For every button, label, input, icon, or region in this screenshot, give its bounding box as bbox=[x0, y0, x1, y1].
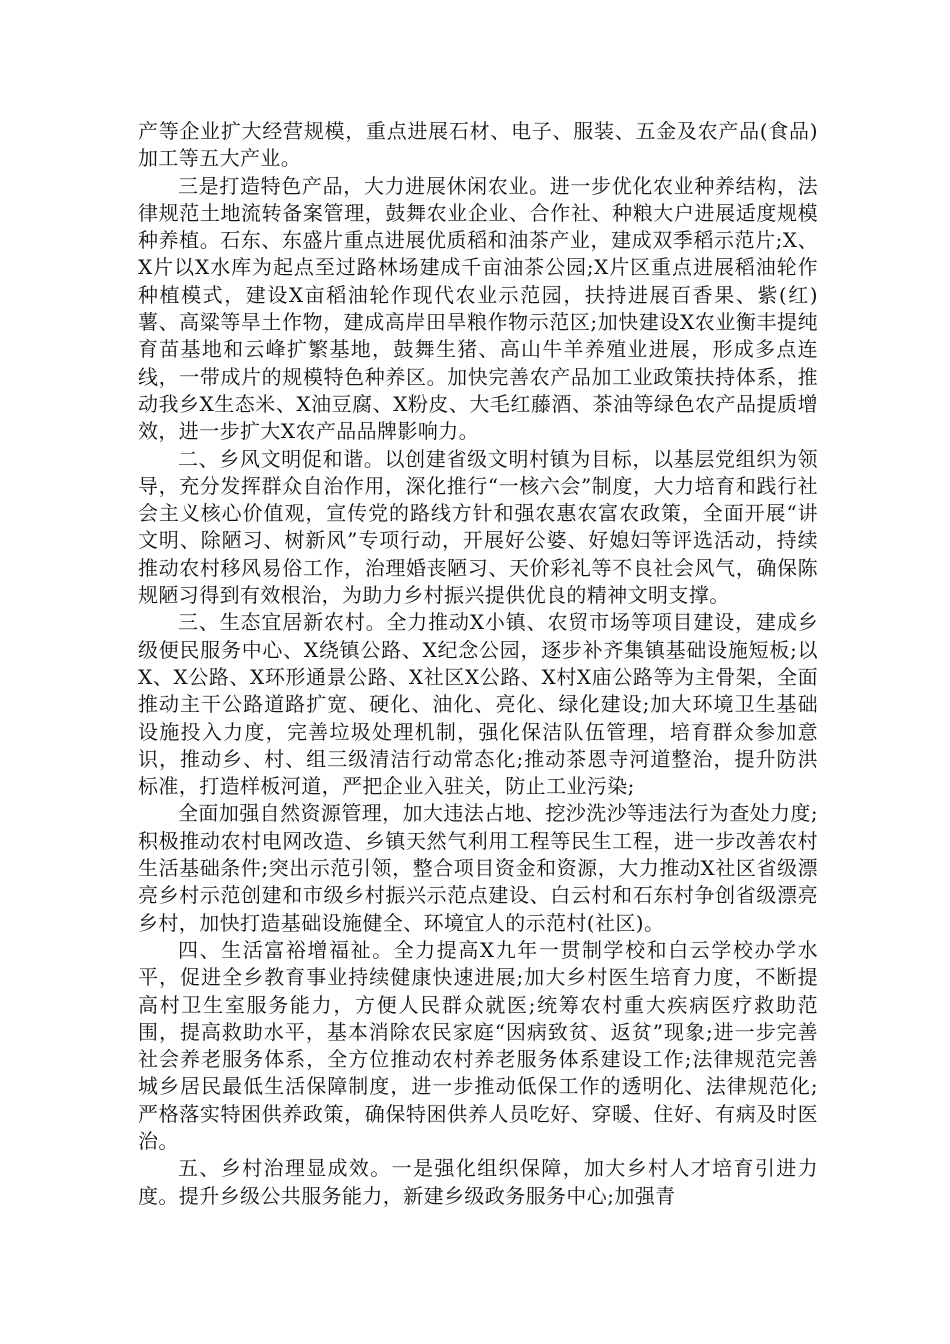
document-body bbox=[138, 118, 818, 1210]
paragraph-continuation: 产等企业扩大经营规模，重点进展石材、电子、服装、五金及农产品(食品)加工等五大产业。 bbox=[138, 119, 818, 171]
paragraph-natural-resources: 全面加强自然资源管理，加大违法占地、挖沙洗沙等违法行为查处力度;积极推动农村电网改造、乡镇天然气利用工程等民生工程，进一步改善农村生活基础条件;突出示范引领，整合项目资金和资源，大力推动X社区省级漂亮乡村示范创建和市级乡村振兴示范点建设、白云村和石东村争创省级漂亮乡村，加快打造基础设施健全、环境宜人的示范村(社区)。 bbox=[138, 801, 818, 935]
paragraph-civilization: 二、乡风文明促和谐。以创建省级文明村镇为目标，以基层党组织为领导，充分发挥群众自治作用，深化推行“一核六会”制度，大力培育和践行社会主义核心价值观，宣传党的路线方针和强农惠农富农政策，全面开展“讲文明、除陋习、树新风”专项行动，开展好公婆、好媳妇等评选活动，持续推动农村移风易俗工作，治理婚丧陋习、天价彩礼等不良社会风气，确保陈规陋习得到有效根治，为助力乡村振兴提供优良的精神文明支撑。 bbox=[138, 446, 818, 608]
paragraph-prosperous-life: 四、生活富裕增福祉。全力提高X九年一贯制学校和白云学校办学水平，促进全乡教育事业持续健康快速进展;加大乡村医生培育力度，不断提高村卫生室服务能力，方便人民群众就医;统筹农村重大疾病医疗救助范围，提高救助水平，基本消除农民家庭“因病致贫、返贫”现象;进一步完善社会养老服务体系，全方位推动农村养老服务体系建设工作;法律规范完善城乡居民最低生活保障制度，进一步推动低保工作的透明化、法律规范化;严格落实特困供养政策，确保特困供养人员吃好、穿暖、住好、有病及时医治。 bbox=[138, 937, 818, 1153]
paragraph-rural-governance: 五、乡村治理显成效。一是强化组织保障，加大乡村人才培育引进力度。提升乡级公共服务能力，新建乡级政务服务中心;加强青 bbox=[138, 1156, 818, 1208]
paragraph-specialty-agriculture: 三是打造特色产品，大力进展休闲农业。进一步优化农业种养结构，法律规范土地流转备案管理，鼓舞农业企业、合作社、种粮大户进展适度规模种养植。石东、东盛片重点进展优质稻和油茶产业，建成双季稻示范片;X、X片以X水库为起点至过路林场建成千亩油茶公园;X片区重点进展稻油轮作种植模式，建设X亩稻油轮作现代农业示范园，扶持进展百香果、紫(红)薯、高粱等旱土作物，建成高岸田旱粮作物示范区;加快建设X农业衡丰提纯育苗基地和云峰扩繁基地，鼓舞生猪、高山牛羊养殖业进展，形成多点连线，一带成片的规模特色种养区。加快完善农产品加工业政策扶持体系，推动我乡X生态米、X油豆腐、X粉皮、大毛红藤酒、茶油等绿色农产品提质增效，进一步扩大X农产品品牌影响力。 bbox=[138, 173, 818, 444]
paragraph-ecological-village: 三、生态宜居新农村。全力推动X小镇、农贸市场等项目建设，建成乡级便民服务中心、X绕镇公路、X纪念公园，逐步补齐集镇基础设施短板;以X、X公路、X环形通景公路、X社区X公路、X村X庙公路等为主骨架，全面推动主干公路道路扩宽、硬化、油化、亮化、绿化建设;加大环境卫生基础设施投入力度，完善垃圾处理机制，强化保洁队伍管理，培育群众参加意识，推动乡、村、组三级清洁行动常态化;推动茶恩寺河道整治，提升防洪标准，打造样板河道，严把企业入驻关，防止工业污染; bbox=[138, 610, 818, 799]
